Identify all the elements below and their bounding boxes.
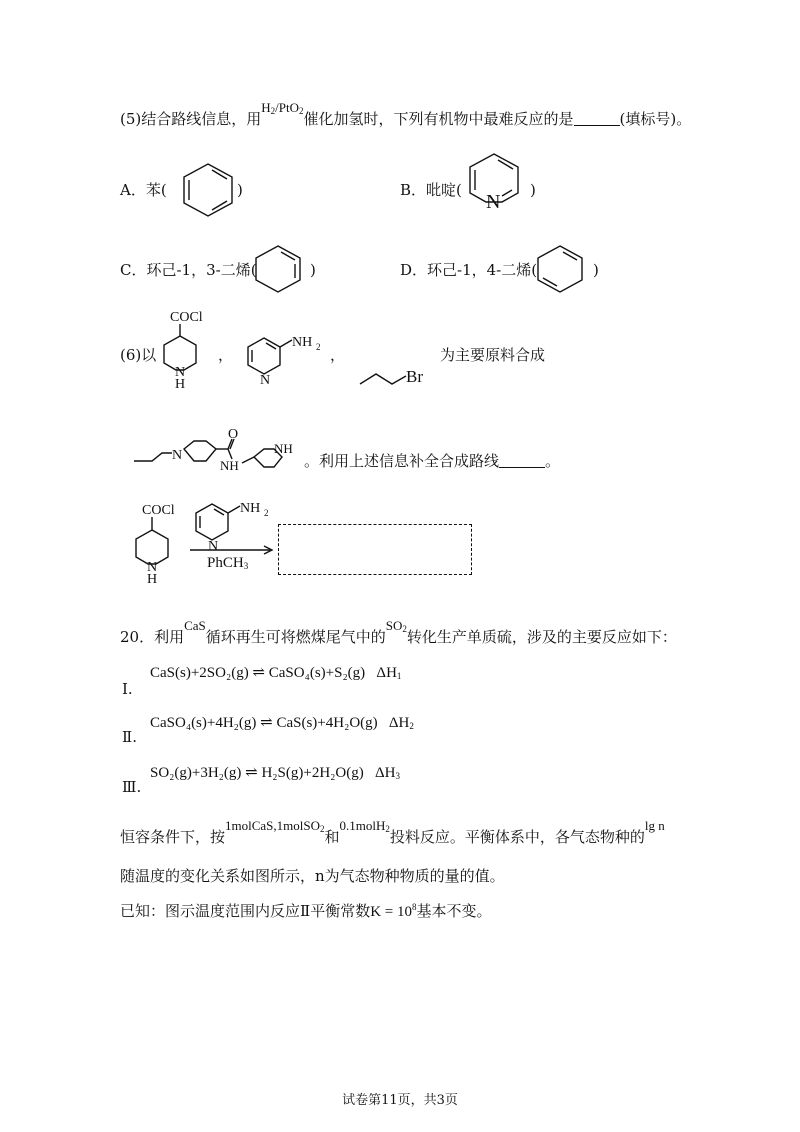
q20-intro: 20．利用CaS循环再生可将燃煤尾气中的$SO_2$转化生产单质硫，涉及的主要反应如下： [120, 618, 677, 646]
svg-text:COCl: COCl [142, 503, 175, 518]
option-b-label: B．吡啶( [400, 181, 462, 199]
svg-text:NH: NH [274, 441, 293, 456]
q5-catalyst: $H_2/PtO_2$ [261, 100, 304, 116]
q20-conditions: 恒容条件下，按1molCaS,1molSO$_2$和0.1molH$_2$投料反应。平衡体系中，各气态物种的lg n [120, 818, 665, 846]
bromopropane-structure [358, 358, 438, 388]
route-start-structure [122, 500, 192, 586]
q5-line [120, 100, 692, 132]
route-solvent: PhCH$_3$ [207, 555, 249, 571]
piperidine-acyl-chloride-structure [150, 308, 220, 392]
svg-text:NH: NH [292, 335, 313, 350]
aminopyridine-structure [242, 330, 332, 390]
svg-text:N: N [175, 365, 186, 380]
option-d-close: ) [593, 261, 599, 279]
reaction-1-equation: CaS(s)+2SO₂(g) ⇌ CaSO₄(s)+S₂(g) $\Delta H_1$ [150, 665, 402, 681]
reaction-2-equation: CaSO₄(s)+4H₂(g) ⇌ CaS(s)+4H₂O(g) $\Delta H_2$ [150, 715, 414, 731]
q6-comma2: ， [330, 346, 346, 364]
svg-text:H: H [147, 572, 158, 587]
reaction-3-number: Ⅲ. [122, 778, 142, 796]
option-a-label: A．苯( [120, 181, 167, 199]
target-molecule-structure [132, 425, 312, 485]
q6-answer-blank[interactable] [499, 453, 545, 468]
svg-text:NH: NH [240, 501, 261, 516]
svg-text:2: 2 [316, 342, 321, 352]
q20-cas: CaS [184, 618, 206, 633]
svg-text:N: N [147, 560, 158, 575]
q5-suffix: 催化加氢时，下列有机物中最难反应的是 [303, 110, 574, 128]
q20-known: 已知：图示温度范围内反应Ⅱ平衡常数$K = 10^8$基本不变。 [120, 902, 492, 920]
reaction-3-equation: SO₂(g)+3H₂(g) ⇌ H₂S(g)+2H₂O(g) $\Delta H_3$ [150, 765, 400, 781]
svg-text:N: N [208, 539, 219, 554]
q20-so2: $SO_2$ [385, 618, 407, 634]
svg-text:H: H [175, 377, 186, 392]
pyridine-n-atom: N [486, 191, 501, 213]
svg-text:Br: Br [406, 367, 423, 386]
option-b-close: ) [530, 181, 536, 199]
q20-line2: 随温度的变化关系如图所示，n为气态物种物质的量的值。 [120, 867, 505, 885]
q6-prefix: (6)以 [120, 346, 157, 364]
q5-prefix: (5)结合路线信息，用 [120, 110, 262, 128]
benzene-structure [176, 160, 240, 220]
svg-text:O: O [228, 427, 239, 442]
option-a-close: ) [237, 181, 243, 199]
svg-text:2: 2 [264, 508, 269, 518]
page-footer: 试卷第11页，共3页 [342, 1093, 458, 1108]
cyclohexa-1-4-diene-structure [532, 242, 588, 296]
q6-comma1: ， [218, 346, 234, 364]
q6-suffix: 为主要原料合成 [440, 346, 546, 364]
q6-target-line: 。利用上述信息补全合成路线 。 [304, 452, 561, 470]
option-c-label: C．环己-1，3-二烯( [120, 261, 257, 279]
svg-text:N: N [172, 448, 183, 463]
q5-suffix2: (填标号)。 [619, 110, 692, 128]
option-d-label: D．环己-1，4-二烯( [400, 261, 538, 279]
cyclohexa-1-3-diene-structure [250, 242, 306, 296]
svg-text:N: N [260, 373, 271, 388]
q5-answer-blank[interactable] [574, 111, 620, 126]
reaction-2-number: Ⅱ. [122, 728, 137, 746]
pyridine-structure [462, 150, 526, 213]
svg-text:NH: NH [220, 458, 239, 473]
option-c-close: ) [310, 261, 316, 279]
svg-text:COCl: COCl [170, 310, 203, 325]
reaction-1-number: Ⅰ. [122, 680, 133, 698]
route-answer-box[interactable] [278, 524, 472, 575]
